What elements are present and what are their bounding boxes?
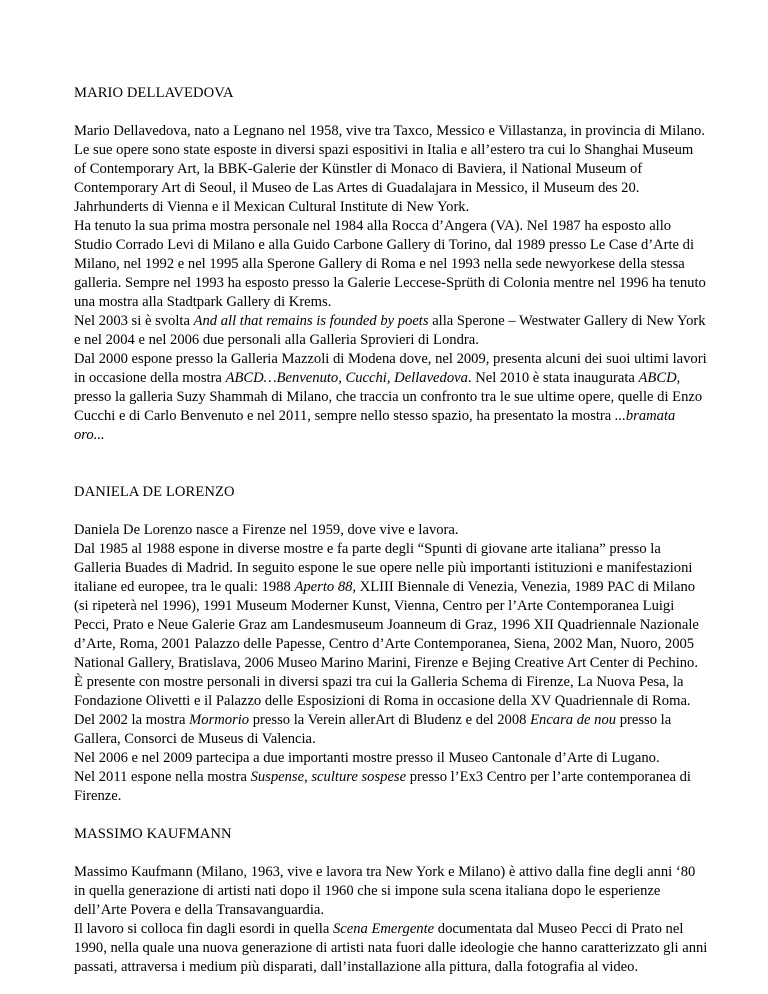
- paragraph: Massimo Kaufmann (Milano, 1963, vive e lavora tra New York e Milano) è attivo dalla fine degli anni ‘80 in quella generazione di artisti nati dopo il 1960 che si impone sula scena italiana dopo le esperienze dell’Arte Povera e della Transavanguardia.: [74, 864, 696, 918]
- paragraph: Ha tenuto la sua prima mostra personale nel 1984 alla Rocca d’Angera (VA). Nel 1987 ha esposto allo Studio Corrado Levi di Milano e alla Guido Carbone Gallery di Torino, dal 1989 presso Le Case d’Arte di Milano, nel 1992 e nel 1995 alla Sperone Gallery di Roma e nel 1993 nella sede newyorkese della stessa galleria. Sempre nel 1993 ha esposto presso la Galerie Leccese-Sprüth di Colonia mentre nel 1996 ha tenuto una mostra alla Stadtpark Gallery di Krems.: [74, 218, 706, 310]
- text-run: Il lavoro si colloca fin dagli esordi in quella: [74, 921, 333, 937]
- paragraph: [74, 350, 708, 445]
- text-run: alla Sperone – Westwater Gallery di New York e nel 2004 e nel 2006 due personali alla Galleria Sprovieri di Londra.: [74, 313, 706, 348]
- text-run: Dal 1985 al 1988 espone in diverse mostre e fa parte degli “Spunti di giovane arte italiana” presso la Galleria Buades di Madrid. In seguito espone le sue opere nelle più importanti istituzioni e manifestazioni italiane ed europee, tra le quali: 1988: [74, 541, 693, 595]
- exhibition-title: Aperto 88,: [294, 579, 357, 595]
- exhibition-title: ...bramata oro...: [74, 408, 676, 443]
- exhibition-title: And all that remains is founded by poets: [193, 313, 429, 329]
- text-run: Del 2002 la mostra: [74, 712, 190, 728]
- text-run: Dal 2000 espone presso la Galleria Mazzoli di Modena dove, nel 2009, presenta alcuni dei suoi ultimi lavori in occasione della mostra: [74, 351, 707, 386]
- spacer: [74, 806, 708, 825]
- paragraph: [74, 540, 708, 673]
- spacer: [74, 445, 708, 483]
- paragraph: Daniela De Lorenzo nasce a Firenze nel 1959, dove vive e lavora.: [74, 522, 459, 538]
- section-heading: DANIELA DE LORENZO: [74, 484, 235, 500]
- paragraph: Mario Dellavedova, nato a Legnano nel 1958, vive tra Taxco, Messico e Villastanza, in provincia di Milano.: [74, 123, 705, 139]
- exhibition-title: ABCD…Benvenuto, Cucchi, Dellavedova: [225, 370, 468, 386]
- text-run: , presso la galleria Suzy Shammah di Milano, che traccia un confronto tra le sue ultime opere, quelle di Enzo Cucchi e di Carlo Benvenuto e nel 2011, sempre nello stesso spazio, ha presentato la mostra: [74, 370, 703, 424]
- text-run: documentata dal Museo Pecci di Prato nel 1990, nella quale una nuova generazione di artisti nata fuori dalle ideologie che hanno caratterizzato gli anni passati, attraversa i medium più disparati, dall’installazione alla pittura, dalla fotografia al video.: [74, 921, 708, 975]
- exhibition-title: Scena Emergente: [332, 921, 435, 937]
- exhibition-title: Encara de nou: [530, 712, 617, 728]
- text-run: Nel 2011 espone nella mostra: [74, 769, 251, 785]
- text-run: . Nel 2010 è stata inaugurata: [467, 370, 639, 386]
- document-page: [74, 84, 708, 977]
- text-run: presso la Verein allerArt di Bludenz e del 2008: [249, 712, 531, 728]
- text-run: XLIII Biennale di Venezia, Venezia, 1989 PAC di Milano (si ripeterà nel 1996), 1991 Museum Moderner Kunst, Vienna, Centro per l’Arte Contemporanea Luigi Pecci, Prato e Neue Galerie Graz am Landesmuseum Joanneum di Graz, 1996 XII Quadriennale Nazionale d’Arte, Roma, 2001 Palazzo delle Papesse, Centro d’Arte Contemporanea, Siena, 2002 Man, Nuoro, 2005 National Gallery, Bratislava, 2006 Museo Marino Marini, Firenze e Bejing Creative Art Center di Pechino.: [74, 579, 699, 671]
- paragraph: [74, 768, 708, 806]
- paragraph: È presente con mostre personali in diversi spazi tra cui la Galleria Schema di Firenze, La Nuova Pesa, la Fondazione Olivetti e il Palazzo delle Esposizioni di Roma in occasione della XV Quadriennale di Roma.: [74, 674, 691, 709]
- paragraph: Nel 2006 e nel 2009 partecipa a due importanti mostre presso il Museo Cantonale d’Arte di Lugano.: [74, 750, 660, 766]
- paragraph: [74, 920, 708, 977]
- text-run: presso la Gallera, Consorci de Museus di Valencia.: [74, 712, 672, 747]
- text-run: Nel 2003 si è svolta: [74, 313, 194, 329]
- section-massimo-kaufmann: [74, 825, 708, 977]
- paragraph: [74, 711, 708, 749]
- text-run: presso l’Ex3 Centro per l’arte contemporanea di Firenze.: [74, 769, 691, 804]
- section-heading: MASSIMO KAUFMANN: [74, 826, 232, 842]
- paragraph: [74, 312, 708, 350]
- paragraph: Le sue opere sono state esposte in diversi spazi espositivi in Italia e all’estero tra cui lo Shanghai Museum of Contemporary Art, la BBK-Galerie der Künstler di Monaco di Baviera, il National Museum of Contemporary Art di Seoul, il Museo de Las Artes di Guadalajara in Messico, il Museum des 20. Jahrhunderts di Vienna e il Mexican Cultural Institute di New York.: [74, 142, 694, 215]
- section-mario-dellavedova: [74, 84, 708, 445]
- exhibition-title: Suspense, sculture sospese: [250, 769, 407, 785]
- exhibition-title: Mormorio: [189, 712, 250, 728]
- section-daniela-de-lorenzo: [74, 483, 708, 806]
- exhibition-title: ABCD: [638, 370, 677, 386]
- section-heading: MARIO DELLAVEDOVA: [74, 85, 234, 101]
